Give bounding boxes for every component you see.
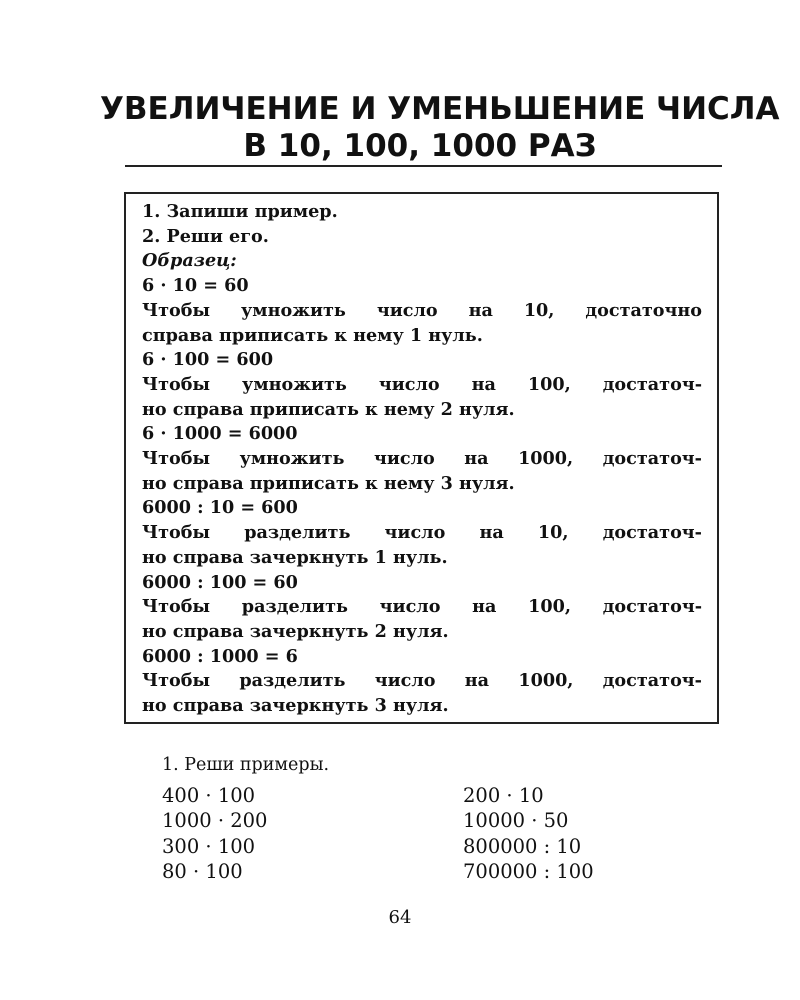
rule-line: 1. Запиши пример. <box>142 201 338 222</box>
exercise-item: 80 · 100 <box>162 860 243 884</box>
exercise-item: 1000 · 200 <box>162 809 268 833</box>
page-title-line-2: В 10, 100, 1000 РАЗ <box>243 128 597 164</box>
exercise-item: 400 · 100 <box>162 784 256 807</box>
rule-line: 6000 : 100 = 60 <box>142 571 298 593</box>
rule-line: 6 · 1000 = 6000 <box>142 423 298 445</box>
page-number: 64 <box>388 907 412 928</box>
rule-line: справа приписать к нему 1 нуль. <box>142 324 483 346</box>
rule-line: Чтобы разделить число на 10, достаточ- <box>142 522 702 544</box>
rule-line: но справа приписать к нему 2 нуля. <box>142 398 515 420</box>
exercise-item: 200 · 10 <box>463 784 544 807</box>
exercise-left-column <box>162 783 267 885</box>
rule-line: но справа приписать к нему 3 нуля. <box>142 472 515 494</box>
rule-line: 6 · 10 = 60 <box>142 275 249 297</box>
title-underline <box>125 165 722 167</box>
rule-box-content <box>142 200 712 719</box>
rule-line: Чтобы умножить число на 1000, достаточ- <box>142 448 702 470</box>
page-title-line-1: УВЕЛИЧЕНИЕ И УМЕНЬШЕНИЕ ЧИСЛА <box>100 91 780 127</box>
rule-line: но справа зачеркнуть 1 нуль. <box>142 546 448 568</box>
rule-line: Образец: <box>142 250 237 272</box>
rule-line: 6 · 100 = 600 <box>142 349 274 371</box>
exercise-right-column <box>463 783 594 885</box>
rule-line: Чтобы умножить число на 100, достаточ- <box>142 373 702 395</box>
rule-line: Чтобы разделить число на 1000, достаточ- <box>142 670 702 692</box>
rule-line: но справа зачеркнуть 2 нуля. <box>142 620 449 642</box>
rule-line: 6000 : 1000 = 6 <box>142 645 298 667</box>
rule-line: Чтобы умножить число на 10, достаточно <box>142 299 702 321</box>
rule-line: но справа зачеркнуть 3 нуля. <box>142 695 449 717</box>
rule-line: Чтобы разделить число на 100, достаточ- <box>142 596 702 618</box>
rule-line: 6000 : 10 = 600 <box>142 497 298 519</box>
exercise-item: 10000 · 50 <box>463 809 569 833</box>
exercise-item: 300 · 100 <box>162 834 256 858</box>
rule-line: 2. Реши его. <box>142 225 269 247</box>
exercise-title: 1. Реши примеры. <box>162 755 330 775</box>
exercise-item: 700000 : 100 <box>463 860 594 884</box>
exercise-item: 800000 : 10 <box>463 834 582 858</box>
